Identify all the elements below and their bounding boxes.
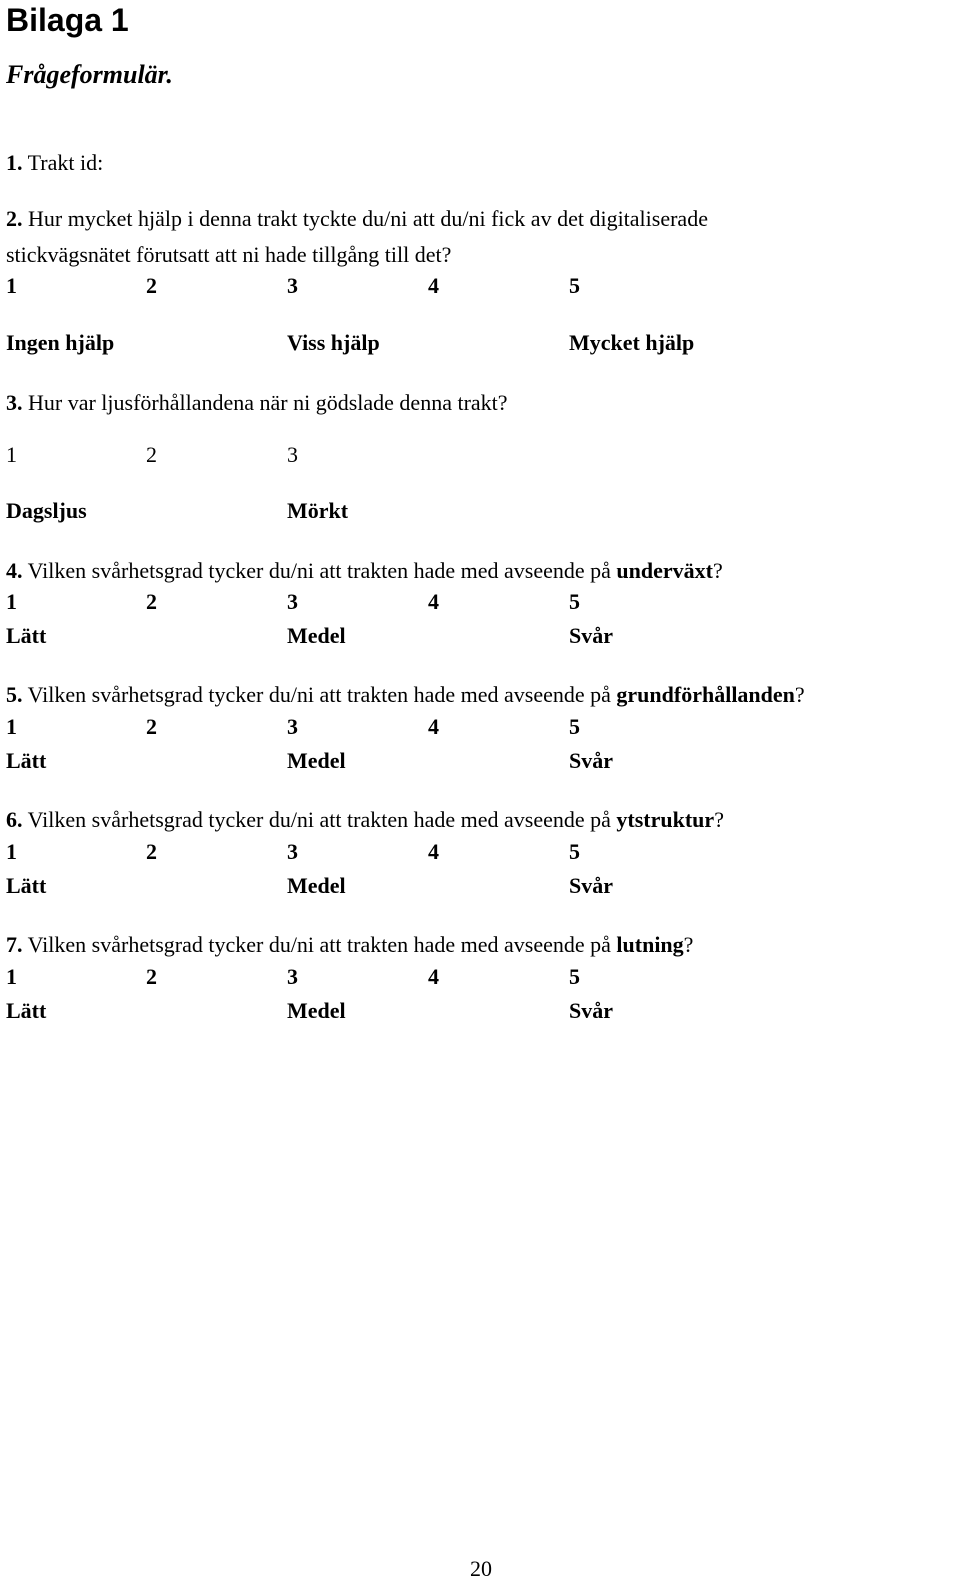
q5-label-low: Lätt (6, 748, 47, 773)
page-title: Bilaga 1 (6, 2, 129, 38)
question-2 (6, 200, 708, 238)
question-4 (6, 552, 723, 590)
question-7-suffix: ? (683, 932, 694, 957)
q2-scale-1[interactable]: 1 (6, 273, 17, 298)
question-5-suffix: ? (794, 682, 805, 707)
question-4-suffix: ? (712, 558, 723, 583)
question-1 (6, 144, 103, 182)
q4-scale-4[interactable]: 4 (428, 589, 439, 614)
question-4-number: 4. (6, 558, 23, 583)
q7-label-mid: Medel (287, 998, 346, 1023)
q5-label-high: Svår (569, 748, 613, 773)
question-7 (6, 926, 693, 964)
q2-scale-3[interactable]: 3 (287, 273, 298, 298)
page-number: 20 (470, 1556, 492, 1581)
q2-scale-5[interactable]: 5 (569, 273, 580, 298)
q6-scale-2[interactable]: 2 (146, 839, 157, 864)
q5-scale-3[interactable]: 3 (287, 714, 298, 739)
question-6-text: Vilken svårhetsgrad tycker du/ni att trakten hade med avseende på (27, 807, 617, 832)
q5-scale-4[interactable]: 4 (428, 714, 439, 739)
question-1-number: 1. (6, 150, 23, 175)
q7-scale-1[interactable]: 1 (6, 964, 17, 989)
q7-label-low: Lätt (6, 998, 47, 1023)
question-1-text: Trakt id: (27, 150, 104, 175)
q5-scale-1[interactable]: 1 (6, 714, 17, 739)
q3-scale-1[interactable]: 1 (6, 442, 17, 467)
question-5 (6, 676, 805, 714)
q7-label-high: Svår (569, 998, 613, 1023)
question-6-number: 6. (6, 807, 23, 832)
q5-scale-5[interactable]: 5 (569, 714, 580, 739)
form-subtitle: Frågeformulär. (6, 60, 173, 89)
question-4-text: Vilken svårhetsgrad tycker du/ni att trakten hade med avseende på (27, 558, 617, 583)
question-3-number: 3. (6, 390, 23, 415)
question-5-text: Vilken svårhetsgrad tycker du/ni att trakten hade med avseende på (27, 682, 617, 707)
question-2-text-line1: Hur mycket hjälp i denna trakt tyckte du/ni att du/ni fick av det digitaliserade (28, 206, 708, 231)
question-7-number: 7. (6, 932, 23, 957)
question-2-text-line2: stickvägsnätet förutsatt att ni hade tillgång till det? (6, 242, 452, 267)
q2-label-low: Ingen hjälp (6, 330, 115, 355)
question-5-emphasis: grundförhållanden (616, 682, 795, 707)
q6-label-low: Lätt (6, 873, 47, 898)
q6-label-mid: Medel (287, 873, 346, 898)
question-6-emphasis: ytstruktur (616, 807, 715, 832)
q4-scale-3[interactable]: 3 (287, 589, 298, 614)
q3-label-high: Mörkt (287, 498, 349, 523)
question-3-text: Hur var ljusförhållandena när ni gödslade denna trakt? (28, 390, 508, 415)
q2-label-mid: Viss hjälp (287, 330, 380, 355)
q4-label-low: Lätt (6, 623, 47, 648)
q3-scale-3[interactable]: 3 (287, 442, 298, 467)
q4-label-mid: Medel (287, 623, 346, 648)
q4-scale-2[interactable]: 2 (146, 589, 157, 614)
q7-scale-5[interactable]: 5 (569, 964, 580, 989)
q7-scale-2[interactable]: 2 (146, 964, 157, 989)
q4-scale-1[interactable]: 1 (6, 589, 17, 614)
question-6-suffix: ? (714, 807, 724, 832)
q2-scale-2[interactable]: 2 (146, 273, 157, 298)
q4-scale-5[interactable]: 5 (569, 589, 580, 614)
question-3 (6, 384, 508, 422)
question-2-number: 2. (6, 206, 23, 231)
q2-label-high: Mycket hjälp (569, 330, 695, 355)
q6-label-high: Svår (569, 873, 613, 898)
q2-scale-4[interactable]: 4 (428, 273, 439, 298)
question-6 (6, 801, 724, 839)
q7-scale-3[interactable]: 3 (287, 964, 298, 989)
question-2-line2 (6, 236, 451, 274)
q6-scale-1[interactable]: 1 (6, 839, 17, 864)
q7-scale-4[interactable]: 4 (428, 964, 439, 989)
question-4-emphasis: underväxt (616, 558, 713, 583)
q6-scale-3[interactable]: 3 (287, 839, 298, 864)
question-7-emphasis: lutning (616, 932, 684, 957)
q6-scale-4[interactable]: 4 (428, 839, 439, 864)
question-5-number: 5. (6, 682, 23, 707)
q3-scale-2[interactable]: 2 (146, 442, 157, 467)
q4-label-high: Svår (569, 623, 613, 648)
q3-label-low: Dagsljus (6, 498, 87, 523)
q5-scale-2[interactable]: 2 (146, 714, 157, 739)
q6-scale-5[interactable]: 5 (569, 839, 580, 864)
q5-label-mid: Medel (287, 748, 346, 773)
question-7-text: Vilken svårhetsgrad tycker du/ni att trakten hade med avseende på (27, 932, 617, 957)
